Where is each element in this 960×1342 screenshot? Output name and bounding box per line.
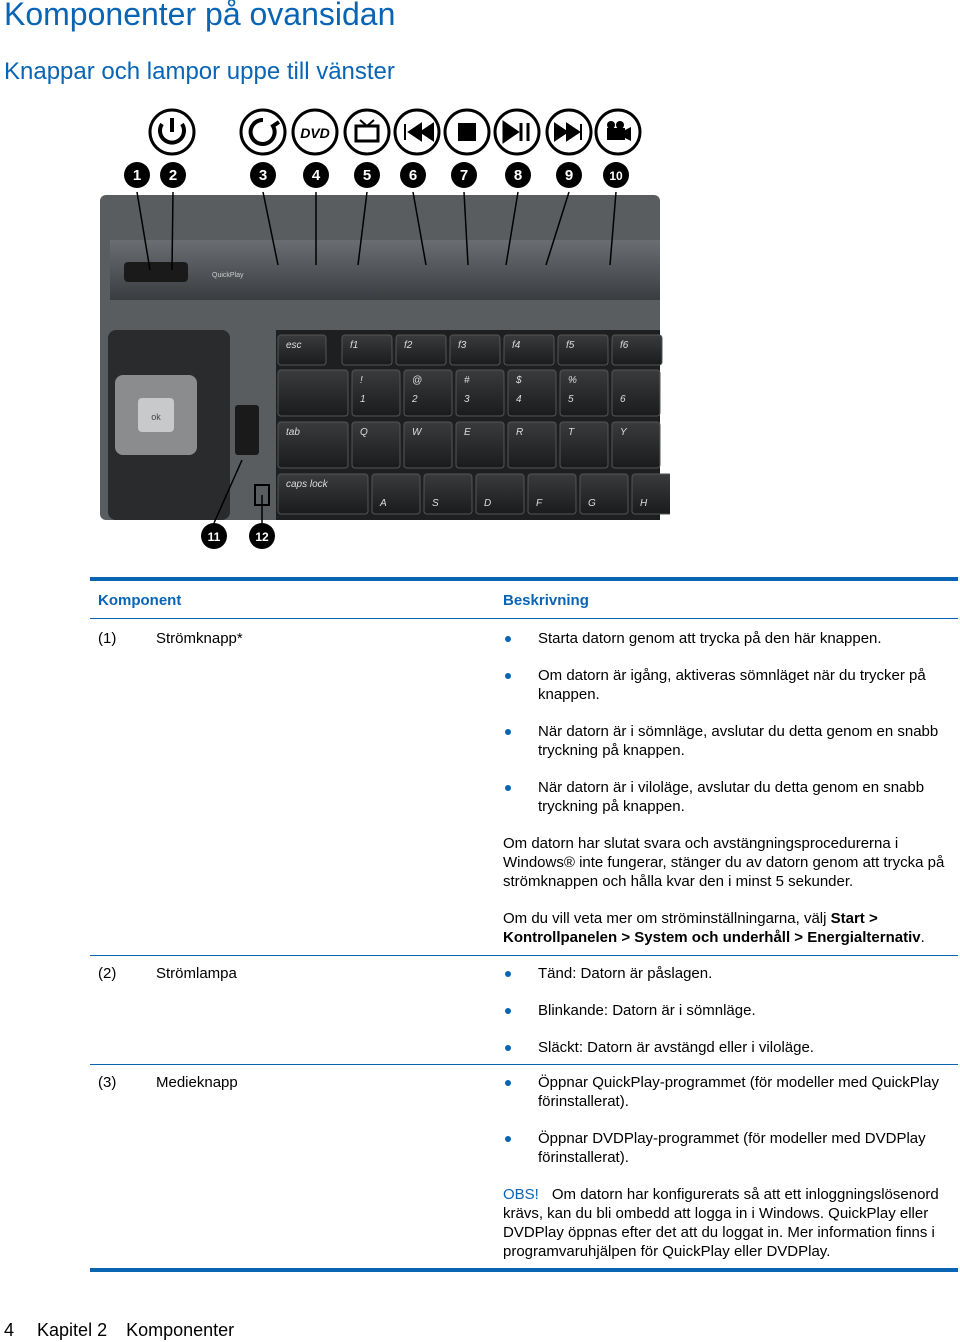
key-w-label: W (412, 427, 422, 438)
key-5-label: % (568, 375, 577, 386)
callout-label-3: 3 (258, 167, 268, 184)
bullet-icon (505, 729, 511, 735)
key-caps-lock-label: caps lock (286, 479, 328, 490)
bullet-icon (505, 971, 511, 977)
bullet-icon (505, 1136, 511, 1142)
volume-slider (235, 405, 259, 455)
callout-label-6: 6 (408, 167, 418, 184)
callout-label-11: 11 (207, 530, 221, 544)
bullet-icon (505, 673, 511, 679)
key-s-label: S (432, 498, 439, 509)
key-4-label: $ (516, 375, 522, 386)
chapter-label: Kapitel 2 (37, 1320, 108, 1340)
key-3-label: 3 (464, 394, 470, 405)
key-y-label: Y (620, 427, 627, 438)
key-h (632, 474, 670, 514)
row1-para1-l3: strömknappen och hålla kvar den i minst 5 sekunder. (503, 873, 854, 890)
key-r-label: R (516, 427, 524, 438)
row1-bullet2-l1: Om datorn är igång, aktiveras sömnläget när du trycker på (538, 667, 926, 684)
page-footer (4, 1320, 252, 1341)
row3-num: (3) (98, 1074, 117, 1091)
callout-label-9: 9 (564, 167, 574, 184)
row1-bullet1: Starta datorn genom att trycka på den här knappen. (538, 630, 882, 647)
key-5-label: 5 (568, 394, 574, 405)
key-a-label: A (380, 498, 387, 509)
table-bottom-rule (90, 1268, 958, 1272)
row2-bullet1: Tänd: Datorn är påslagen. (538, 965, 713, 982)
key-f1-label: f1 (350, 340, 359, 351)
row1-para1-l2: Windows® inte fungerar, stänger du av datorn genom att trycka på (503, 854, 945, 871)
callout-label-12: 12 (255, 530, 269, 544)
header-rule (90, 618, 958, 619)
row1-name: Strömknapp* (156, 630, 243, 647)
note-l3: DVDPlay öppnas efter det att du loggat in. Mer information finns i (503, 1224, 935, 1241)
key-3-label: # (464, 375, 470, 386)
bullet-icon (505, 1045, 511, 1051)
key-1-label: 1 (360, 394, 366, 405)
callout-label-2: 2 (168, 167, 178, 184)
row1-bullet3-l2: tryckning på knappen. (538, 742, 685, 759)
row3-bullet2-l1: Öppnar DVDPlay-programmet (för modeller med DVDPlay (538, 1130, 926, 1147)
row1-num: (1) (98, 630, 117, 647)
power-button (124, 262, 188, 282)
row2-bullet2: Blinkande: Datorn är i sömnläge. (538, 1002, 756, 1019)
row1-bullet2-l2: knappen. (538, 686, 600, 703)
key-f-label: F (536, 498, 543, 509)
callout-label-4: 4 (311, 167, 321, 184)
key-f2-label: f2 (404, 340, 413, 351)
note-l2: krävs, kan du bli ombedd att logga in i Windows. QuickPlay eller (503, 1205, 929, 1222)
quickplay-label: QuickPlay (212, 272, 244, 279)
quickplay-icon (241, 110, 285, 154)
table-top-rule (90, 577, 958, 581)
icon-row (150, 110, 640, 154)
callout-label-7: 7 (459, 167, 469, 184)
row3-name: Medieknapp (156, 1074, 238, 1091)
row3-bullet2-l2: förinstallerat). (538, 1149, 629, 1166)
row-divider (90, 955, 958, 956)
callout-label-8: 8 (513, 167, 523, 184)
section-subtitle: Knappar och lampor uppe till vänster (4, 58, 395, 85)
key-f3-label: f3 (458, 340, 467, 351)
key-h-label: H (640, 498, 648, 509)
col-header-component: Komponent (98, 592, 182, 609)
section-label: Komponenter (126, 1320, 235, 1340)
col-header-description: Beskrivning (503, 592, 589, 609)
key-g-label: G (588, 498, 596, 509)
bullet-icon (505, 636, 511, 642)
bullet-icon (505, 785, 511, 791)
key-tab-label: tab (286, 427, 300, 438)
key-esc-label: esc (286, 340, 302, 351)
note-l4: programvaruhjälpen för QuickPlay eller DVDPlay. (503, 1243, 831, 1260)
key-e-label: E (464, 427, 471, 438)
row2-bullet3: Släckt: Datorn är avstängd eller i viloläge. (538, 1039, 814, 1056)
key-q-label: Q (360, 427, 368, 438)
key-6 (612, 370, 660, 416)
row1-bullet4-l1: När datorn är i viloläge, avslutar du detta genom en snabb (538, 779, 925, 796)
key-6-label: 6 (620, 394, 626, 405)
bullet-icon (505, 1080, 511, 1086)
key-1-label: ! (360, 375, 363, 386)
key-2-label: 2 (412, 394, 418, 405)
callout-label-5: 5 (362, 167, 372, 184)
svg-text:DVD: DVD (300, 125, 330, 141)
key-d-label: D (484, 498, 492, 509)
row-divider (90, 1064, 958, 1065)
bullet-icon (505, 1008, 511, 1014)
row1-bullet4-l2: tryckning på knappen. (538, 798, 685, 815)
row2-num: (2) (98, 965, 117, 982)
note-label: OBS! (503, 1186, 539, 1203)
page-number: 4 (4, 1320, 15, 1340)
note-l1: OBS! Om datorn har konfigurerats så att ett inloggningslösenord (503, 1186, 939, 1203)
key-f5-label: f5 (566, 340, 575, 351)
callout-label-10: 10 (609, 169, 623, 183)
svg-text:ok: ok (151, 412, 161, 422)
keyboard-figure (90, 100, 670, 560)
key-f6-label: f6 (620, 340, 629, 351)
tv-icon (345, 110, 389, 154)
row1-para1-l1: Om datorn har slutat svara och avstängningsprocedurerna i (503, 835, 899, 852)
key-4-label: 4 (516, 394, 522, 405)
row1-para2-l1: Om du vill veta mer om ströminställningarna, välj Start > (503, 910, 878, 927)
key-f4-label: f4 (512, 340, 521, 351)
key-t-label: T (568, 427, 575, 438)
key-2-label: @ (412, 375, 423, 386)
row1-para2-l2: Kontrollpanelen > System och underhåll > Energialternativ. (503, 929, 925, 946)
row2-name: Strömlampa (156, 965, 237, 982)
page-title: Komponenter på ovansidan (4, 0, 396, 32)
key-tilde (278, 370, 348, 416)
callout-label-1: 1 (132, 167, 142, 184)
row3-bullet1-l1: Öppnar QuickPlay-programmet (för modeller med QuickPlay (538, 1074, 939, 1091)
row3-bullet1-l2: förinstallerat). (538, 1093, 629, 1110)
row1-bullet3-l1: När datorn är i sömnläge, avslutar du detta genom en snabb (538, 723, 939, 740)
